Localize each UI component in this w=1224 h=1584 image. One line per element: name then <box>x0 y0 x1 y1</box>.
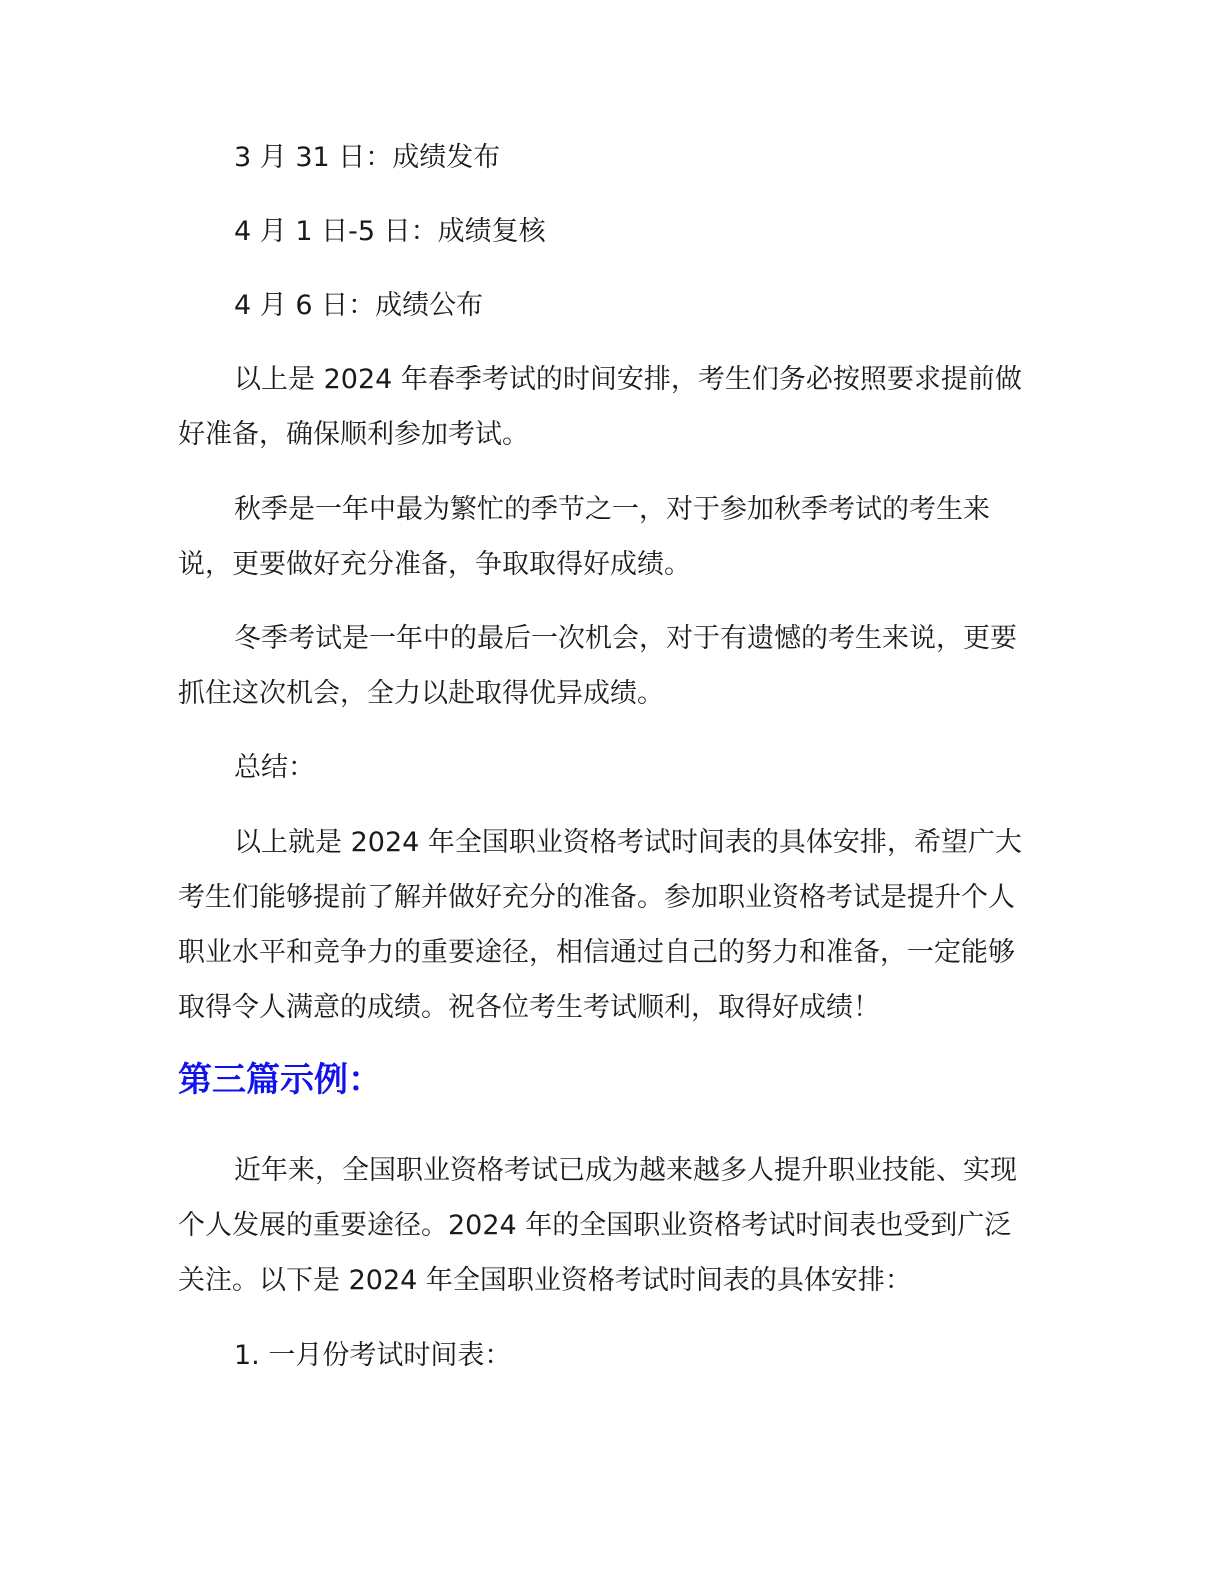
paragraph-autumn: 秋季是一年中最为繁忙的季节之一，对于参加秋季考试的考生来说，更要做好充分准备，争取取得好成绩。 <box>178 494 990 580</box>
paragraph-result-review: 4 月 1 日-5 日：成绩复核 <box>234 216 546 247</box>
paragraph-result-announce: 4 月 6 日：成绩公布 <box>234 290 484 321</box>
paragraph-intro: 近年来，全国职业资格考试已成为越来越多人提升职业技能、实现个人发展的重要途径。2024 年的全国职业资格考试时间表也受到广泛关注。以下是 2024 年全国职业资格考试时间表的具体安排： <box>178 1155 1017 1296</box>
paragraph-summary-label: 总结： <box>234 752 315 783</box>
paragraph-result-release: 3 月 31 日：成绩发布 <box>234 142 501 173</box>
paragraph-spring-summary: 以上是 2024 年春季考试的时间安排，考生们务必按照要求提前做好准备，确保顺利参加考试。 <box>178 364 1022 450</box>
section-heading: 第三篇示例： <box>178 1060 382 1100</box>
paragraph-winter: 冬季考试是一年中的最后一次机会，对于有遗憾的考生来说，更要抓住这次机会，全力以赴取得优异成绩。 <box>178 623 1017 709</box>
list-item-january: 1. 一月份考试时间表： <box>234 1340 512 1371</box>
paragraph-conclusion: 以上就是 2024 年全国职业资格考试时间表的具体安排，希望广大考生们能够提前了解并做好充分的准备。参加职业资格考试是提升个人职业水平和竞争力的重要途径，相信通过自己的努力和准备，一定能够取得令人满意的成绩。祝各位考生考试顺利，取得好成绩！ <box>178 827 1022 1023</box>
